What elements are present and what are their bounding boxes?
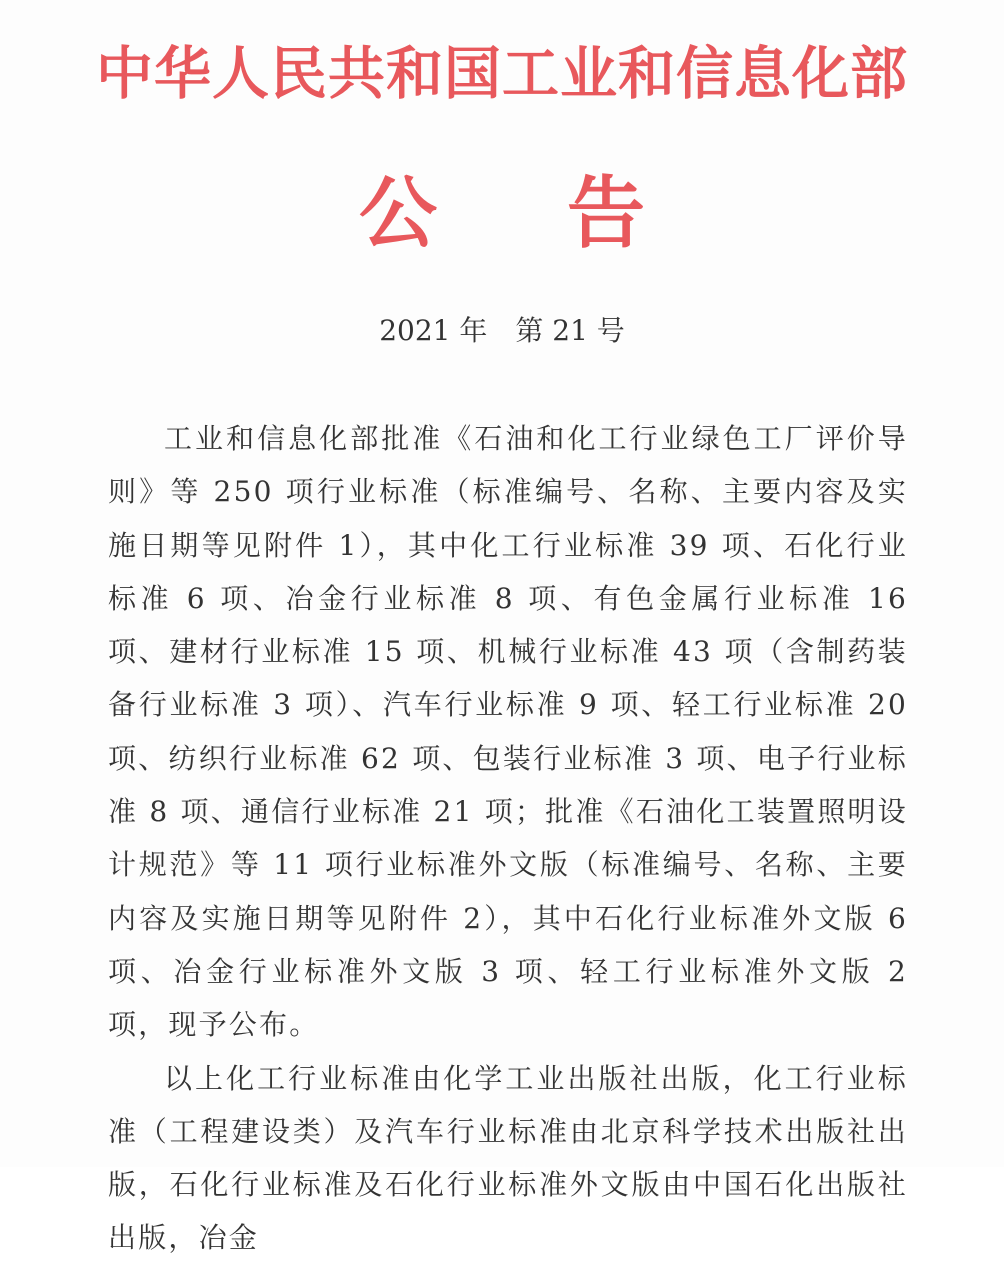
- document-number: 2021 年 第 21 号: [379, 314, 625, 347]
- issuer-title: 中华人民共和国工业和信息化部: [96, 41, 908, 107]
- document-body: [108, 412, 908, 1265]
- body-paragraph: 工业和信息化部批准《石油和化工行业绿色工厂评价导则》等 250 项行业标准（标准编号、名称、主要内容及实施日期等见附件 1），其中化工行业标准 39 项、石化行业标准 6 项、冶金行业标准 8 项、有色金属行业标准 16 项、建材行业标准 15 项、机械行业标准 43 项（含制药装备行业标准 3 项）、汽车行业标准 9 项、轻工行业标准 20 项、纺织行业标准 62 项、包装行业标准 3 项、电子行业标准 8 项、通信行业标准 21 项；批准《石油化工装置照明设计规范》等 11 项行业标准外文版（标准编号、名称、主要内容及实施日期等见附件 2），其中石化行业标准外文版 6 项、冶金行业标准外文版 3 项、轻工行业标准外文版 2 项，现予公布。: [108, 422, 908, 1042]
- notice-heading-left: 公: [358, 169, 437, 259]
- notice-heading-right: 告: [567, 169, 646, 259]
- body-paragraph: 以上化工行业标准由化学工业出版社出版，化工行业标准（工程建设类）及汽车行业标准由北京科学技术出版社出版，石化行业标准及石化行业标准外文版由中国石化出版社出版，冶金: [108, 1061, 908, 1255]
- notice-heading: [0, 169, 1004, 259]
